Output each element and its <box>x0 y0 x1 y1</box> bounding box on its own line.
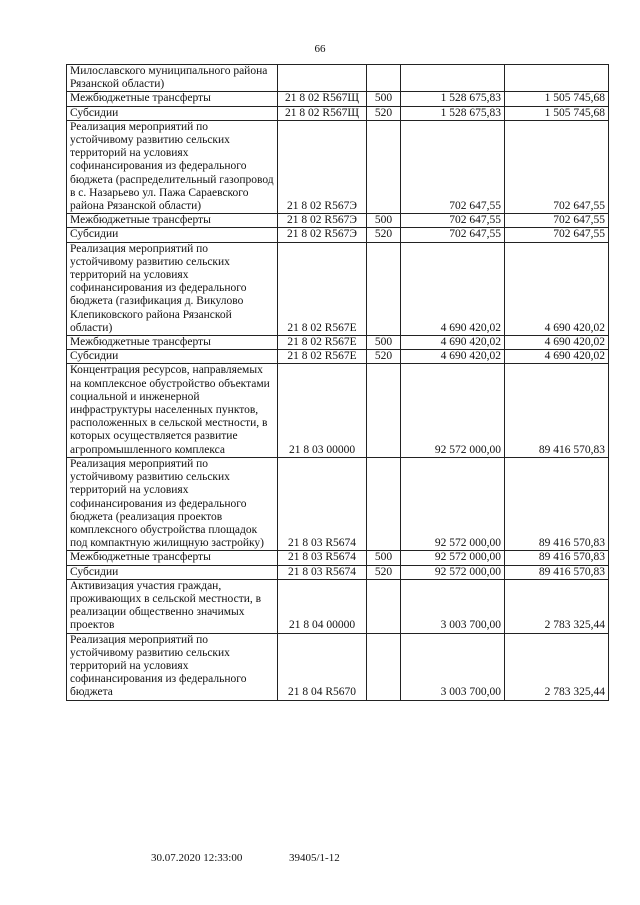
row-amount-1: 4 690 420,02 <box>401 242 505 335</box>
row-code: 21 8 02 R567Щ <box>278 92 367 106</box>
row-name: Субсидии <box>67 565 278 579</box>
row-vr <box>367 364 401 457</box>
table-row <box>67 228 609 242</box>
row-code: 21 8 02 R567Э <box>278 120 367 213</box>
row-amount-2: 702 647,55 <box>505 120 609 213</box>
row-amount-2: 89 416 570,83 <box>505 565 609 579</box>
table-row <box>67 92 609 106</box>
row-amount-1: 92 572 000,00 <box>401 551 505 565</box>
row-amount-1: 702 647,55 <box>401 214 505 228</box>
table-row <box>67 565 609 579</box>
row-code: 21 8 04 R5670 <box>278 633 367 700</box>
table-row <box>67 336 609 350</box>
row-name: Реализация мероприятий по устойчивому развитию сельских территорий на условиях софинансирования из федерального бюджета (газификация д. Викулово Клепиковского района Рязанской области) <box>67 242 278 335</box>
row-amount-1: 4 690 420,02 <box>401 336 505 350</box>
footer-timestamp: 30.07.2020 12:33:00 <box>151 852 243 864</box>
row-name: Активизация участия граждан, проживающих в сельской местности, в реализации общественно значимых проектов <box>67 579 278 633</box>
row-vr <box>367 65 401 92</box>
row-amount-2: 2 783 325,44 <box>505 633 609 700</box>
row-amount-1: 702 647,55 <box>401 228 505 242</box>
row-vr: 500 <box>367 92 401 106</box>
row-amount-1: 92 572 000,00 <box>401 364 505 457</box>
row-code: 21 8 02 R567E <box>278 350 367 364</box>
row-name: Реализация мероприятий по устойчивому развитию сельских территорий на условиях софинансирования из федерального бюджета <box>67 633 278 700</box>
row-vr <box>367 633 401 700</box>
row-code: 21 8 03 R5674 <box>278 565 367 579</box>
row-amount-1: 702 647,55 <box>401 120 505 213</box>
row-amount-2: 702 647,55 <box>505 228 609 242</box>
row-vr <box>367 457 401 550</box>
row-code: 21 8 02 R567Щ <box>278 106 367 120</box>
row-code: 21 8 04 00000 <box>278 579 367 633</box>
row-amount-2: 1 505 745,68 <box>505 106 609 120</box>
table-row <box>67 242 609 335</box>
row-amount-1: 1 528 675,83 <box>401 106 505 120</box>
row-name: Субсидии <box>67 106 278 120</box>
row-amount-1: 92 572 000,00 <box>401 565 505 579</box>
table-row <box>67 65 609 92</box>
row-vr: 500 <box>367 336 401 350</box>
row-amount-1: 4 690 420,02 <box>401 350 505 364</box>
row-name: Субсидии <box>67 228 278 242</box>
row-code: 21 8 03 R5674 <box>278 551 367 565</box>
row-vr <box>367 120 401 213</box>
row-vr: 520 <box>367 565 401 579</box>
row-amount-1: 92 572 000,00 <box>401 457 505 550</box>
row-code: 21 8 03 R5674 <box>278 457 367 550</box>
row-amount-2 <box>505 65 609 92</box>
row-name: Межбюджетные трансферты <box>67 92 278 106</box>
row-code: 21 8 03 00000 <box>278 364 367 457</box>
row-name: Концентрация ресурсов, направляемых на комплексное обустройство объектами социальной и инженерной инфраструктуры населенных пунктов, расположенных в сельской местности, в которых осуществляется развитие агропромышленного комплекса <box>67 364 278 457</box>
row-name: Межбюджетные трансферты <box>67 214 278 228</box>
row-amount-2: 4 690 420,02 <box>505 242 609 335</box>
table-row <box>67 579 609 633</box>
table-row <box>67 364 609 457</box>
table-row <box>67 214 609 228</box>
row-amount-2: 89 416 570,83 <box>505 364 609 457</box>
row-amount-2: 89 416 570,83 <box>505 457 609 550</box>
row-amount-2: 89 416 570,83 <box>505 551 609 565</box>
row-code: 21 8 02 R567E <box>278 336 367 350</box>
row-name: Субсидии <box>67 350 278 364</box>
row-amount-2: 1 505 745,68 <box>505 92 609 106</box>
row-name: Межбюджетные трансферты <box>67 336 278 350</box>
row-vr: 500 <box>367 551 401 565</box>
row-amount-2: 4 690 420,02 <box>505 350 609 364</box>
row-vr <box>367 242 401 335</box>
row-amount-2: 2 783 325,44 <box>505 579 609 633</box>
row-name: Реализация мероприятий по устойчивому развитию сельских территорий на условиях софинансирования из федерального бюджета (реализация проектов комплексного обустройства площадок под компактную жилищную застройку) <box>67 457 278 550</box>
table-row <box>67 350 609 364</box>
table-row <box>67 551 609 565</box>
budget-table <box>66 64 609 701</box>
row-amount-1 <box>401 65 505 92</box>
row-code: 21 8 02 R567Э <box>278 228 367 242</box>
row-amount-1: 3 003 700,00 <box>401 579 505 633</box>
row-code: 21 8 02 R567E <box>278 242 367 335</box>
row-vr <box>367 579 401 633</box>
row-vr: 520 <box>367 228 401 242</box>
row-amount-1: 3 003 700,00 <box>401 633 505 700</box>
row-name: Реализация мероприятий по устойчивому развитию сельских территорий на условиях софинансирования из федерального бюджета (распределительный газопровод в с. Назарьево ул. Пажа Сараевского района Рязанской области) <box>67 120 278 213</box>
row-code <box>278 65 367 92</box>
row-amount-2: 4 690 420,02 <box>505 336 609 350</box>
page-number: 66 <box>314 43 326 55</box>
row-vr: 520 <box>367 350 401 364</box>
row-vr: 520 <box>367 106 401 120</box>
row-code: 21 8 02 R567Э <box>278 214 367 228</box>
table-row <box>67 106 609 120</box>
row-amount-2: 702 647,55 <box>505 214 609 228</box>
table-row <box>67 457 609 550</box>
footer-doc-number: 39405/1-12 <box>289 852 340 864</box>
row-amount-1: 1 528 675,83 <box>401 92 505 106</box>
row-name: Межбюджетные трансферты <box>67 551 278 565</box>
table-row <box>67 633 609 700</box>
table-row <box>67 120 609 213</box>
row-name: Милославского муниципального района Рязанской области) <box>67 65 278 92</box>
row-vr: 500 <box>367 214 401 228</box>
